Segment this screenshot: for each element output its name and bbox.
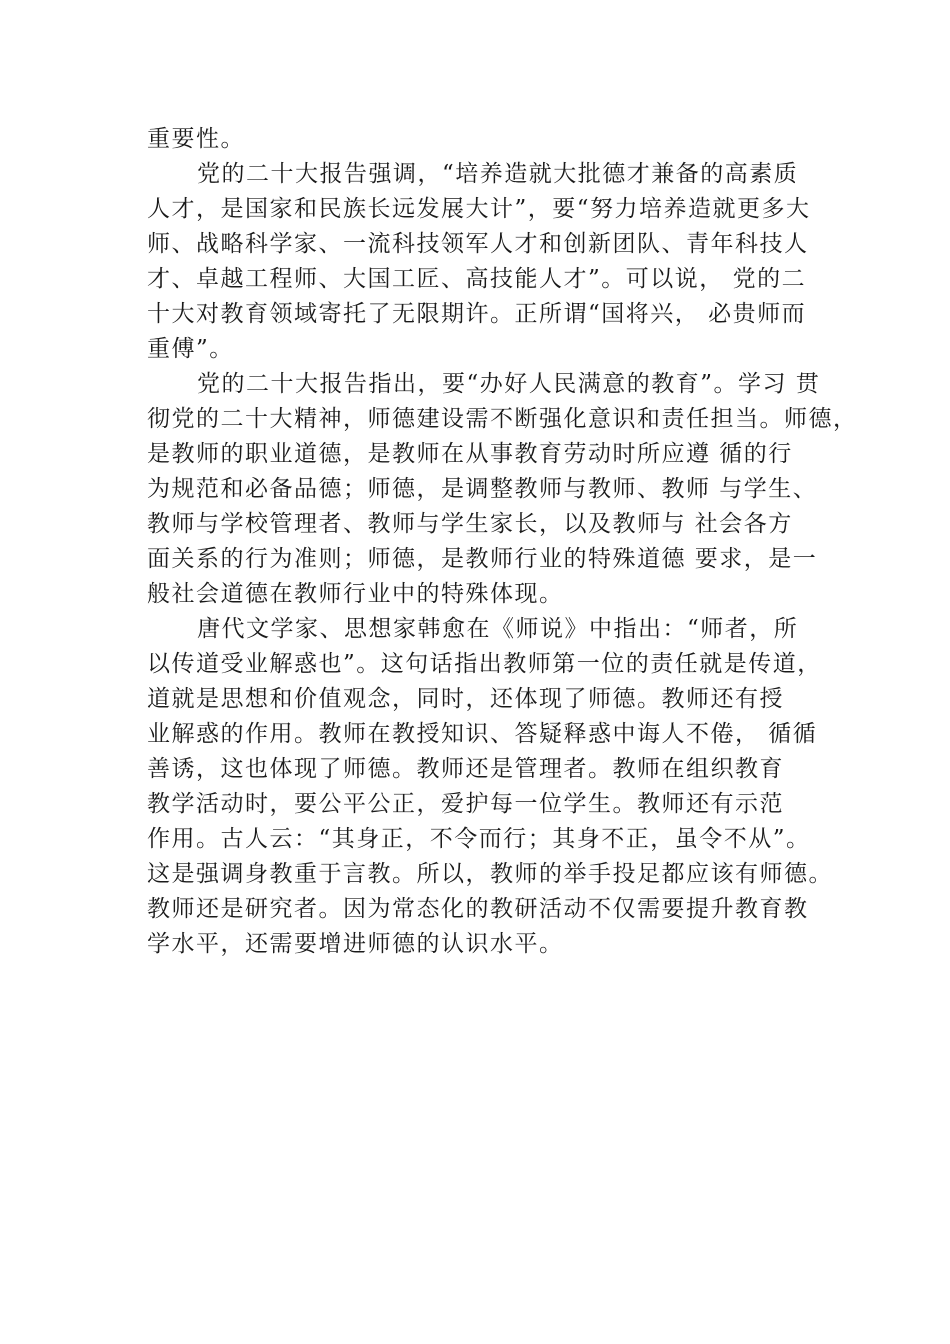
- text-line: 善诱，这也体现了师德。教师还是管理者。教师在组织教育: [147, 756, 784, 782]
- text-line: 教师还是研究者。因为常态化的教研活动不仅需要提升教育教: [147, 896, 809, 922]
- text-line: 唐代文学家、思想家韩愈在《师说》中指出：“师者，所: [197, 616, 799, 642]
- text-line: 作用。古人云：“其身正，不令而行；其身不正，虽令不从”。: [147, 826, 811, 852]
- text-line: 般社会道德在教师行业中的特殊体现。: [147, 581, 564, 607]
- text-line: 为规范和必备品德；师德，是调整教师与教师、教师 与学生、: [147, 476, 818, 502]
- text-line: 教学活动时，要公平公正，爱护每一位学生。教师还有示范: [147, 791, 784, 817]
- text-line: 才、卓越工程师、大国工匠、高技能人才”。可以说， 党的二: [147, 266, 807, 292]
- text-line: 十大对教育领域寄托了无限期许。正所谓“国将兴， 必贵师而: [147, 301, 807, 327]
- text-line: 人才，是国家和民族长远发展大计”，要“努力培养造就更多大: [147, 196, 811, 222]
- text-line: 业解惑的作用。教师在教授知识、答疑释惑中诲人不倦， 循循: [147, 721, 818, 747]
- paragraph-teacher-ethics-definition: [147, 367, 858, 612]
- text-line: 以传道受业解惑也”。这句话指出教师第一位的责任就是传道，: [147, 651, 822, 677]
- paragraph-party-report-talent: [147, 157, 837, 367]
- text-line: 党的二十大报告强调，“培养造就大批德才兼备的高素质: [197, 161, 799, 187]
- text-line: 师、战略科学家、一流科技领军人才和创新团队、青年科技人: [147, 231, 809, 257]
- text-line: 面关系的行为准则；师德，是教师行业的特殊道德 要求，是一: [147, 546, 818, 572]
- text-line: 学水平，还需要增进师德的认识水平。: [147, 931, 564, 957]
- text-line: 教师与学校管理者、教师与学生家长，以及教师与 社会各方: [147, 511, 793, 537]
- text-line: 党的二十大报告指出，要“办好人民满意的教育”。学习 贯: [197, 371, 821, 397]
- text-line: 这是强调身教重于言教。所以，教师的举手投足都应该有师德。: [147, 861, 833, 887]
- text-line: 重傅”。: [147, 336, 234, 362]
- paragraph-continuation: [147, 122, 837, 157]
- body-text: [147, 122, 858, 962]
- text-line: 彻党的二十大精神，师德建设需不断强化意识和责任担当。师德，: [147, 406, 858, 432]
- paragraph-han-yu-shishuo: [147, 612, 837, 962]
- text-line: 道就是思想和价值观念，同时，还体现了师德。教师还有授: [147, 686, 784, 712]
- text-line: 重要性。: [147, 126, 245, 152]
- text-line: 是教师的职业道德，是教师在从事教育劳动时所应遵 循的行: [147, 441, 793, 467]
